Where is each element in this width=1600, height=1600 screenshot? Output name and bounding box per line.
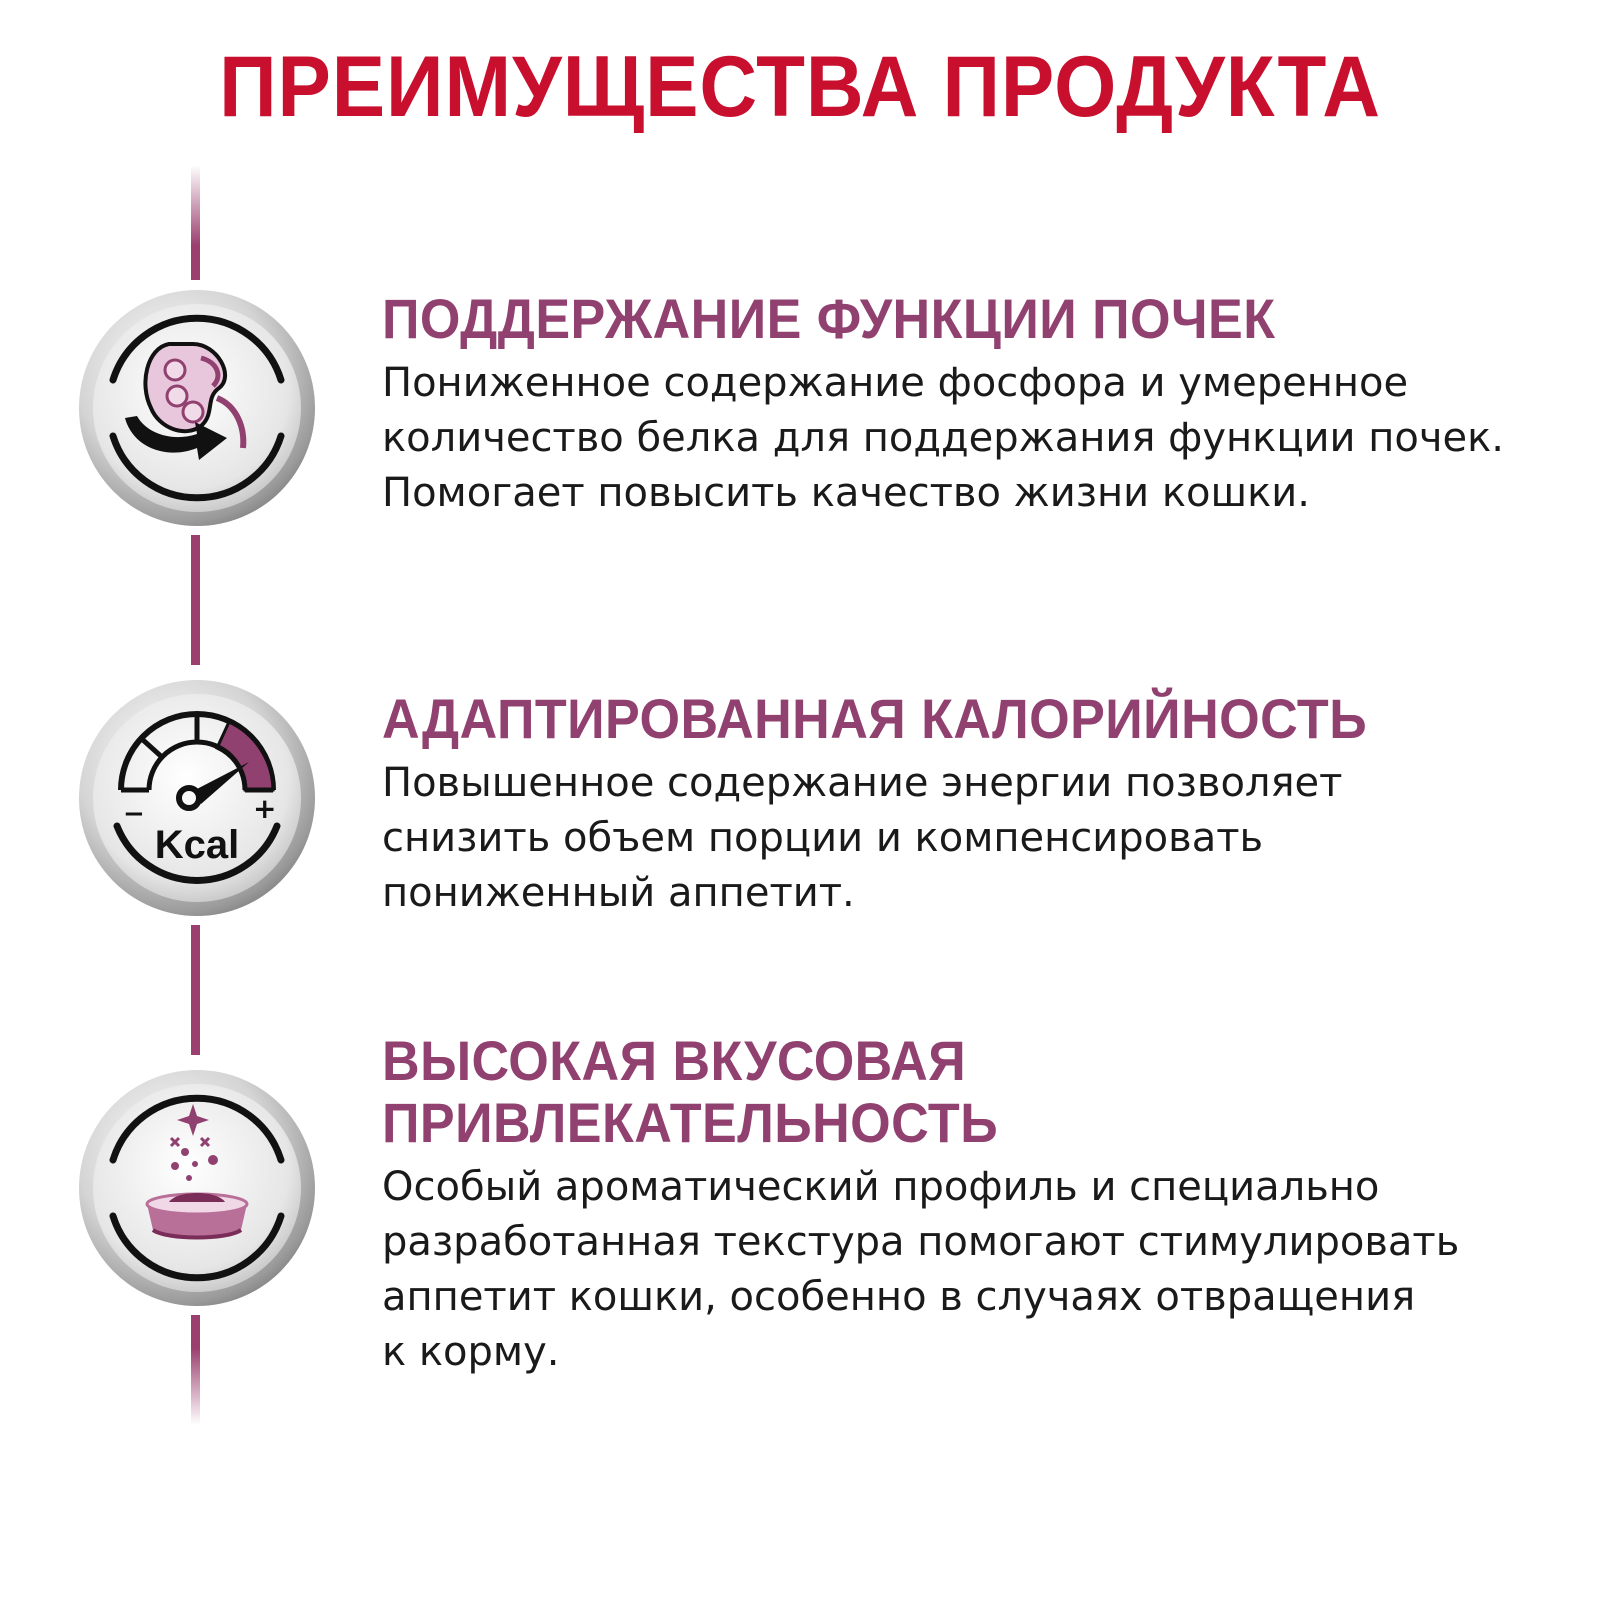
timeline-line-2 [191, 925, 200, 1055]
description-line: Повышенное содержание энергии позволяет [382, 760, 1343, 806]
feature-title-line-1: ВЫСОКАЯ ВКУСОВАЯ [382, 1029, 967, 1092]
description-line: Особый ароматический профиль и специально [382, 1164, 1380, 1210]
gauge-plus-sign: + [253, 792, 277, 825]
description-line: аппетит кошки, особенно в случаях отвращения [382, 1274, 1416, 1320]
feature-description [382, 756, 1572, 921]
feature-palatability [382, 1030, 1572, 1380]
description-line: Пониженное содержание фосфора и умеренное [382, 360, 1409, 406]
feature-description [382, 356, 1572, 521]
description-line: к корму. [382, 1329, 560, 1375]
kidney-icon [77, 288, 317, 528]
description-line: пониженный аппетит. [382, 870, 855, 916]
feature-calories [382, 688, 1572, 921]
page-title: ПРЕИМУЩЕСТВА ПРОДУКТА [219, 39, 1381, 135]
timeline-line-top [191, 165, 200, 280]
feature-title: АДАПТИРОВАННАЯ КАЛОРИЙНОСТЬ [382, 687, 1368, 750]
feature-title: ПОДДЕРЖАНИЕ ФУНКЦИИ ПОЧЕК [382, 287, 1276, 350]
kcal-label: Kcal [154, 823, 240, 867]
description-line: количество белка для поддержания функции почек. [382, 415, 1504, 461]
food-bowl-aroma-icon [77, 1068, 317, 1308]
feature-description [382, 1160, 1572, 1380]
description-line: разработанная текстура помогают стимулировать [382, 1219, 1460, 1265]
description-line: снизить объем порции и компенсировать [382, 815, 1264, 861]
feature-title-line-2: ПРИВЛЕКАТЕЛЬНОСТЬ [382, 1091, 999, 1154]
timeline-line-bottom [191, 1315, 200, 1425]
gauge-minus-sign: − [123, 799, 145, 829]
kcal-gauge-icon [77, 678, 317, 918]
feature-kidney [382, 288, 1572, 521]
description-line: Помогает повысить качество жизни кошки. [382, 470, 1310, 516]
timeline-line-1 [191, 535, 200, 665]
